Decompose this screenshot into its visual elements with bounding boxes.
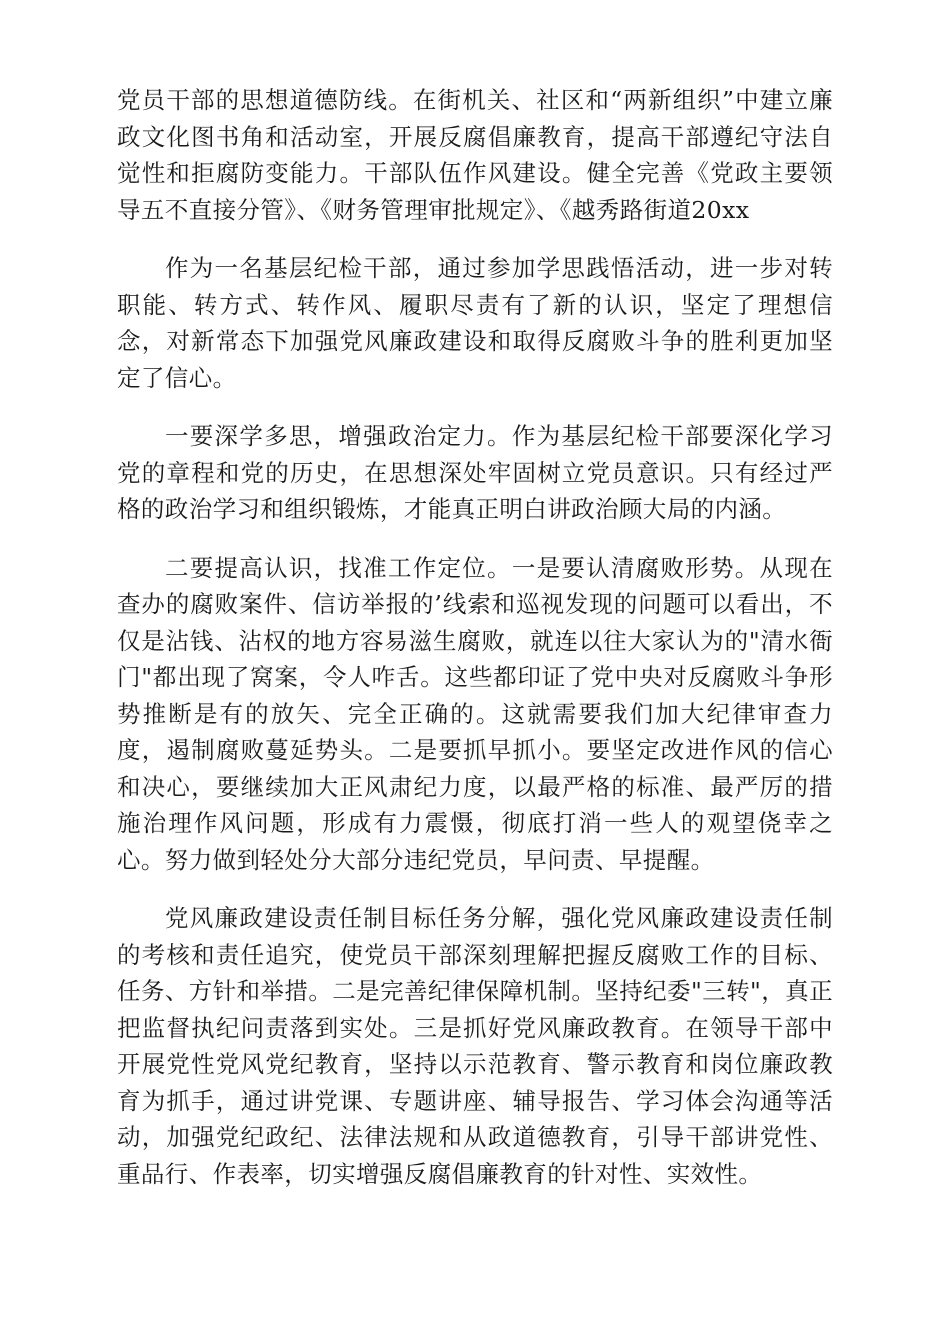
paragraph-work-positioning: 二要提高认识，找准工作定位。一是要认清腐败形势。从现在查办的腐败案件、信访举报的’线索和巡视发现的问题可以看出，不仅是沾钱、沾权的地方容易滋生腐败，就连以往大家认为的"清水衙门"都出现了窝案，令人咋舌。这些都印证了党中央对反腐败斗争形势推断是有的放矢、完全正确的。这就需要我们加大纪律审查力度，遏制腐败蔓延势头。二是要抓早抓小。要坚定改进作风的信心和决心，要继续加大正风肃纪力度，以最严格的标准、最严厉的措施治理作风问题，形成有力震慑，彻底打消一些人的观望侥幸之心。努力做到轻处分大部分违纪党员，早问责、早提醒。 — [117, 553, 833, 874]
paragraph-political-stability: 一要深学多思，增强政治定力。作为基层纪检干部要深化学习党的章程和党的历史，在思想深处牢固树立党员意识。只有经过严格的政治学习和组织锻炼，才能真正明白讲政治顾大局的内涵。 — [117, 422, 833, 523]
document-body — [117, 82, 833, 1214]
paragraph-study-reflection: 作为一名基层纪检干部，通过参加学思践悟活动，进一步对转职能、转方式、转作风、履职尽责有了新的认识，坚定了理想信念，对新常态下加强党风廉政建设和取得反腐败斗争的胜利更加坚定了信心。 — [117, 254, 833, 392]
paragraph-responsibility-system: 党风廉政建设责任制目标任务分解，强化党风廉政建设责任制的考核和责任追究，使党员干部深刻理解把握反腐败工作的目标、任务、方针和举措。二是完善纪律保障机制。坚持纪委"三转"，真正把监督执纪问责落到实处。三是抓好党风廉政教育。在领导干部中开展党性党风党纪教育，坚持以示范教育、警示教育和岗位廉政教育为抓手，通过讲党课、专题讲座、辅导报告、学习体会沟通等活动，加强党纪政纪、法律法规和从政道德教育，引导干部讲党性、重品行、作表率，切实增强反腐倡廉教育的针对性、实效性。 — [117, 904, 833, 1188]
paragraph-continuation: 党员干部的思想道德防线。在街机关、社区和“两新组织”中建立廉政文化图书角和活动室，开展反腐倡廉教育，提高干部遵纪守法自觉性和拒腐防变能力。干部队伍作风建设。健全完善《党政主要领导五不直接分管》、《财务管理审批规定》、《越秀路街道20xx — [117, 86, 833, 224]
